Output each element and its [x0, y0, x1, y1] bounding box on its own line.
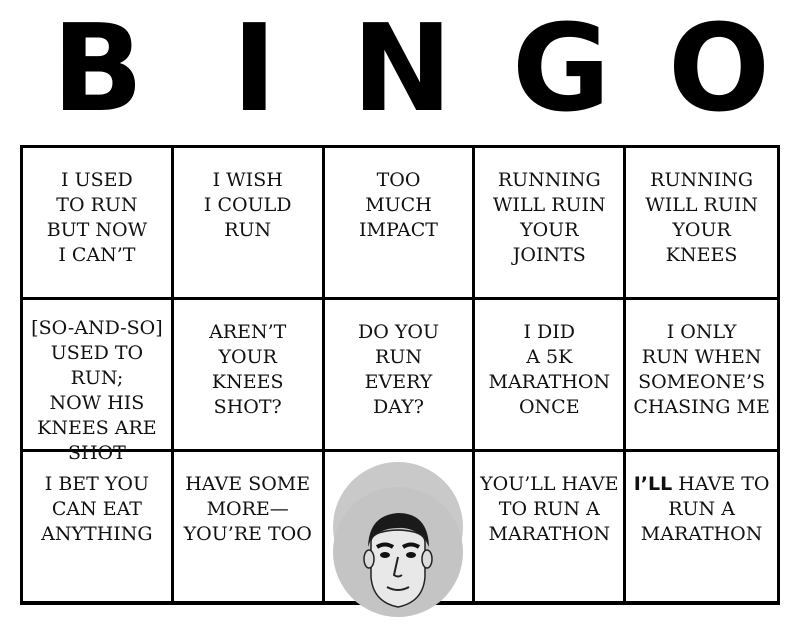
portrait-image	[333, 462, 463, 592]
bingo-cell	[626, 452, 777, 604]
cell-text: HAVE TO RUN A MARATHON	[640, 473, 770, 545]
cell-text: I USED TO RUN BUT NOW I CAN’T	[46, 169, 148, 266]
bingo-cell	[325, 300, 476, 452]
bingo-cell	[174, 452, 325, 604]
bingo-cell	[174, 148, 325, 300]
cell-text: AREN’T YOUR KNEES SHOT?	[209, 321, 287, 418]
bingo-grid	[20, 145, 780, 605]
cell-text: TOO MUCH IMPACT	[359, 169, 438, 241]
title-letter-i: I	[232, 0, 277, 139]
title-letter-n: N	[352, 0, 453, 139]
cell-text: DO YOU RUN EVERY DAY?	[358, 321, 439, 418]
bingo-cell	[23, 452, 174, 604]
free-space-cell	[325, 452, 476, 604]
bingo-cell	[174, 300, 325, 452]
bingo-title	[0, 0, 800, 139]
cell-text: I WISH I COULD RUN	[203, 169, 292, 241]
bingo-cell	[325, 148, 476, 300]
cell-text: YOU’LL HAVE TO RUN A MARATHON	[480, 473, 619, 545]
bingo-cell	[626, 300, 777, 452]
bingo-cell	[475, 300, 626, 452]
cell-text: I DID A 5K MARATHON ONCE	[488, 321, 611, 418]
cell-text: I ONLY RUN WHEN SOMEONE’S CHASING ME	[633, 321, 770, 418]
bingo-cell	[23, 300, 174, 464]
cell-text: RUNNING WILL RUIN YOUR KNEES	[645, 169, 758, 266]
cell-text-emphasis: I’LL	[633, 473, 673, 495]
bingo-cell	[475, 452, 626, 604]
bingo-cell	[626, 148, 777, 300]
cell-text: I BET YOU CAN EAT ANYTHING	[41, 473, 153, 545]
cell-text: HAVE SOME MORE— YOU’RE TOO	[183, 473, 312, 545]
title-letter-o: O	[668, 0, 771, 139]
bingo-cell	[475, 148, 626, 300]
cell-text: RUNNING WILL RUIN YOUR JOINTS	[492, 169, 606, 266]
bingo-cell	[23, 148, 174, 300]
portrait-illustration	[333, 487, 463, 617]
title-letter-g: G	[512, 0, 611, 139]
title-letter-b: B	[52, 0, 144, 139]
cell-text: [SO-AND-SO] USED TO RUN; NOW HIS KNEES ARE SHOT	[31, 317, 163, 464]
